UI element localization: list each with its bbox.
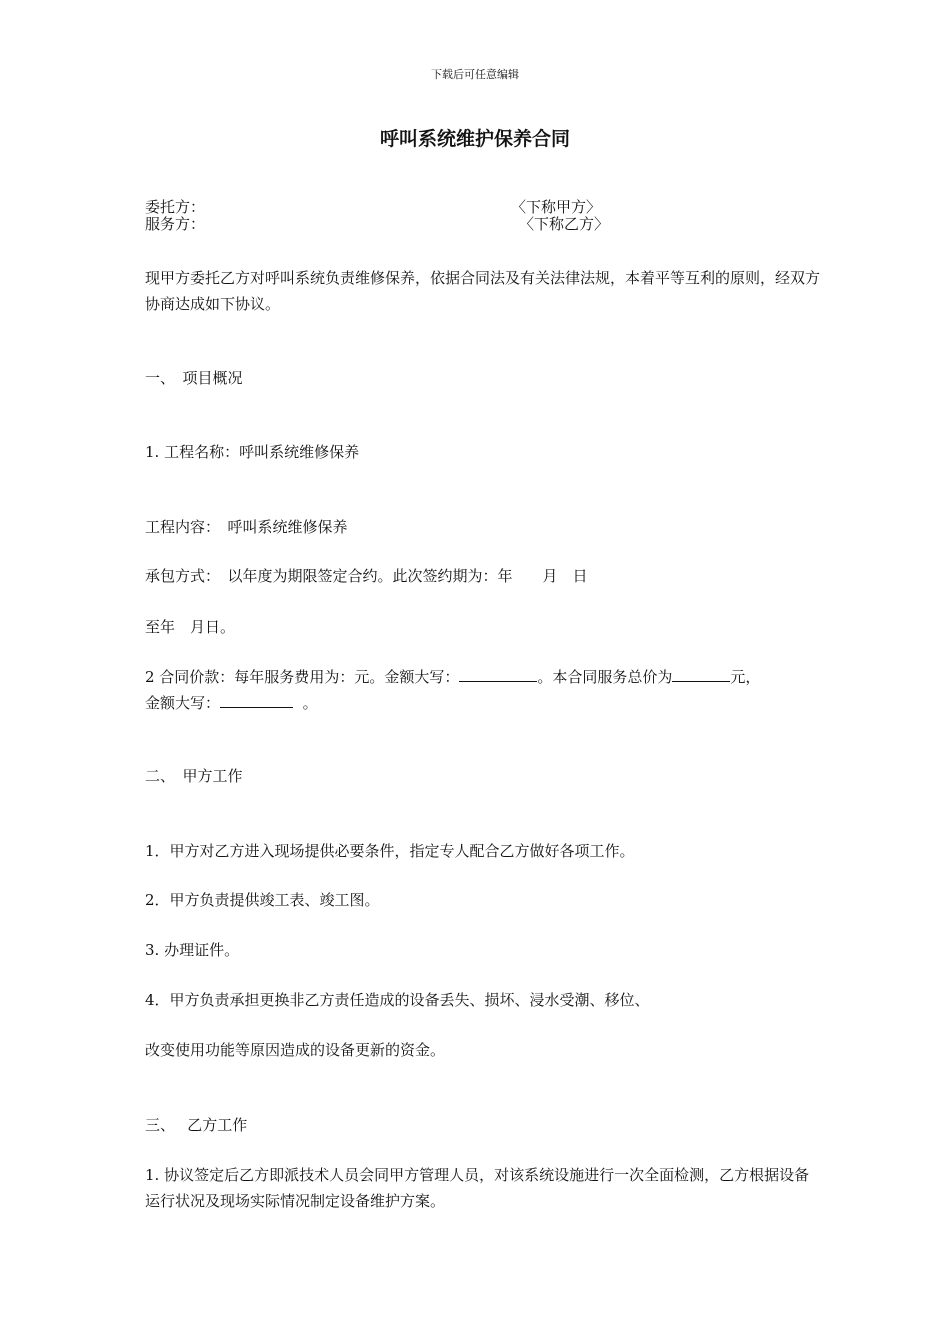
section2-item4-line1: 4．甲方负责承担更换非乙方责任造成的设备丢失、损坏、浸水受潮、移位、 <box>145 991 650 1009</box>
project-name: 1. 工程名称：呼叫系统维修保养 <box>145 443 360 461</box>
client-label: 委托方： <box>145 198 206 216</box>
contract-until: 至年 月日。 <box>145 618 236 636</box>
price-text-2: 。本合同服务总价为 <box>537 668 673 686</box>
contract-title: 呼叫系统维护保养合同 <box>379 128 570 150</box>
project-content: 工程内容： 呼叫系统维修保养 <box>145 518 348 536</box>
section3-heading: 三、 乙方工作 <box>145 1116 248 1134</box>
price-text-4: 金额大写： <box>145 694 221 712</box>
amount-blank-2 <box>220 693 293 708</box>
contract-price <box>145 664 820 716</box>
contract-mode: 承包方式： 以年度为期限签定合约。此次签约期为：年 月 日 <box>145 567 588 585</box>
section2-item2: 2．甲方负责提供竣工表、竣工图。 <box>145 891 380 909</box>
price-text-1: 2 合同价款：每年服务费用为：元。金额大写： <box>145 668 460 686</box>
provider-alias: 〈下称乙方〉 <box>519 215 610 233</box>
section2-item4-line2: 改变使用功能等原因造成的设备更新的资金。 <box>145 1041 446 1059</box>
section2-item1: 1．甲方对乙方进入现场提供必要条件，指定专人配合乙方做好各项工作。 <box>145 842 635 860</box>
section2-item3: 3. 办理证件。 <box>145 941 240 959</box>
page-header: 下载后可任意编辑 <box>431 68 519 81</box>
section1-heading: 一、 项目概况 <box>145 369 243 387</box>
price-text-3: 元， <box>730 668 761 686</box>
client-alias: 〈下称甲方〉 <box>511 198 602 216</box>
total-price-blank <box>672 667 730 682</box>
amount-blank-1 <box>459 667 537 682</box>
section2-heading: 二、 甲方工作 <box>145 767 243 785</box>
provider-label: 服务方： <box>145 215 206 233</box>
intro-paragraph: 现甲方委托乙方对呼叫系统负责维修保养，依据合同法及有关法律法规，本着平等互利的原则，经双方协商达成如下协议。 <box>145 269 821 313</box>
section3-item1: 1. 协议签定后乙方即派技术人员会同甲方管理人员，对该系统设施进行一次全面检测，乙方根据设备运行状况及现场实际情况制定设备维护方案。 <box>145 1166 810 1210</box>
price-text-5: 。 <box>302 694 318 712</box>
